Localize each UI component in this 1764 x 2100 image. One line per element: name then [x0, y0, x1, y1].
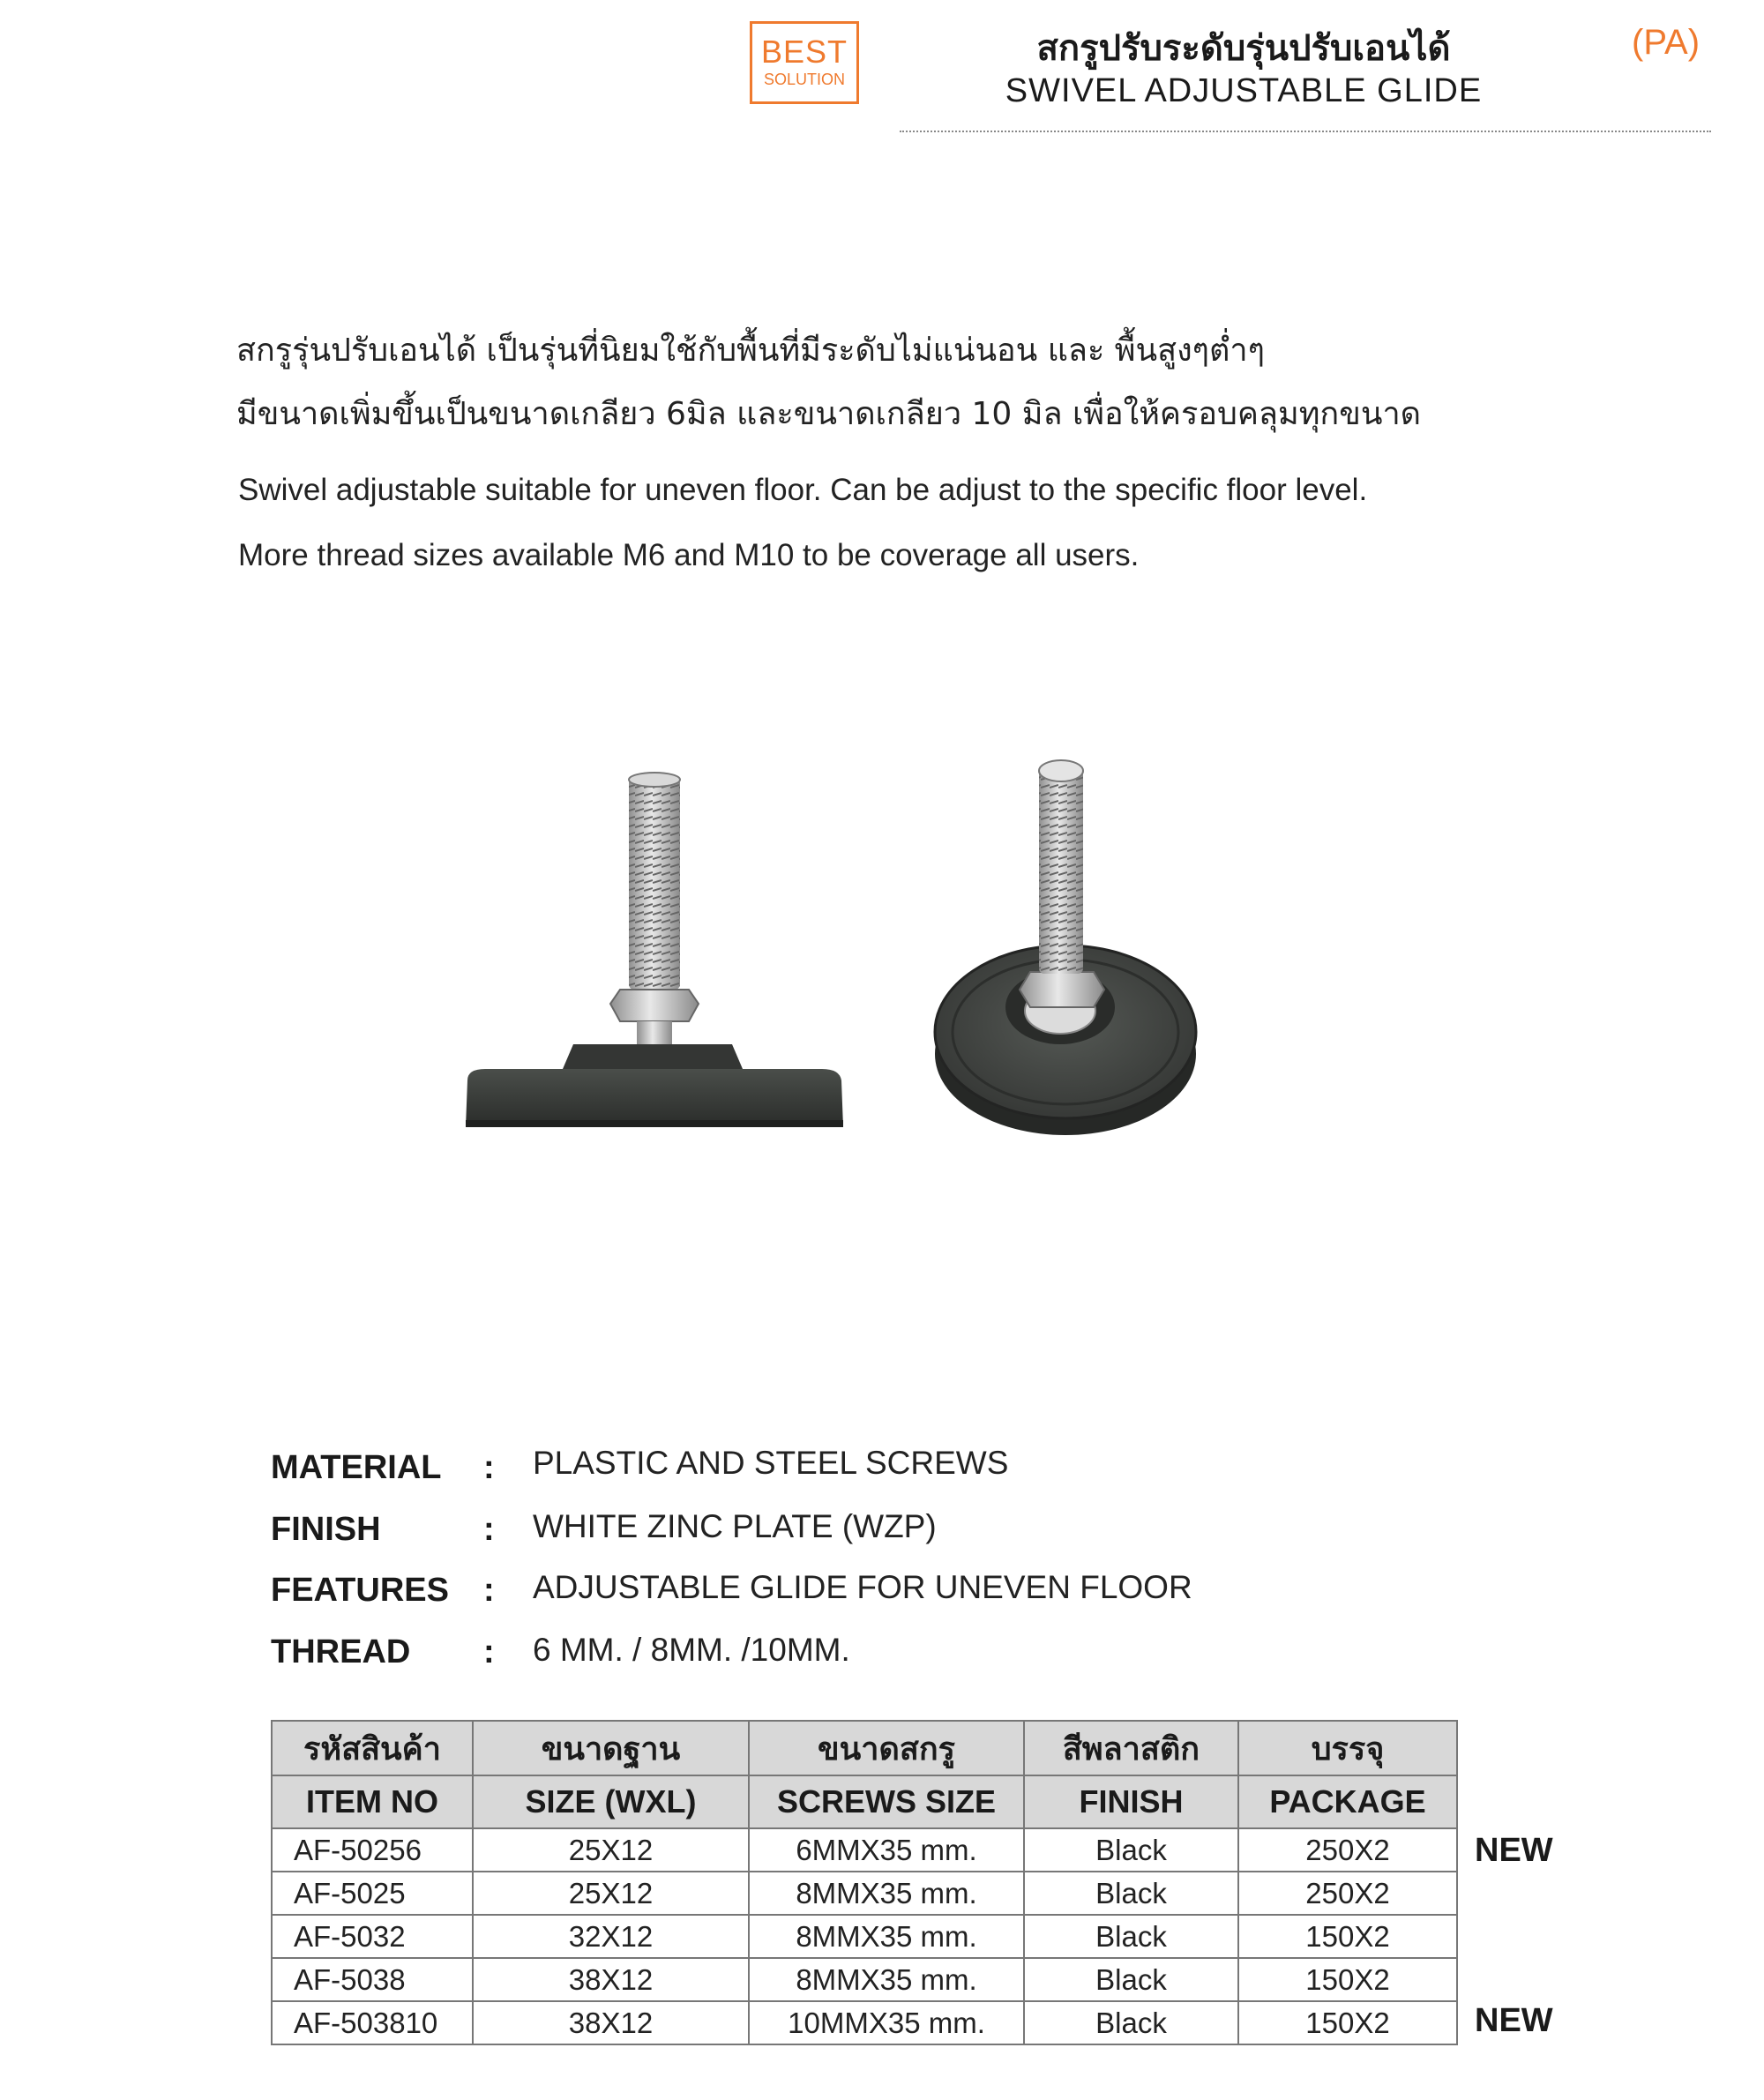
column-header-item-no: ITEM NO: [272, 1775, 473, 1828]
description-english-line-2: More thread sizes available M6 and M10 to be coverage all users.: [238, 538, 1140, 572]
cell-size: 38X12: [473, 2001, 749, 2044]
column-header-package-thai: บรรจุ: [1238, 1721, 1457, 1775]
brand-logo: [750, 21, 859, 104]
cell-size: 32X12: [473, 1915, 749, 1958]
spec-value-finish: WHITE ZINC PLATE (WZP): [533, 1508, 937, 1544]
spec-label-thread: THREAD: [271, 1633, 411, 1670]
new-badge: NEW: [1475, 1832, 1553, 1869]
column-header-size: SIZE (WXL): [473, 1775, 749, 1828]
cell-screw-size: 8MMX35 mm.: [749, 1872, 1024, 1915]
spec-value-features: ADJUSTABLE GLIDE FOR UNEVEN FLOOR: [533, 1569, 1192, 1605]
glide-side-view: [466, 773, 843, 1127]
cell-size: 25X12: [473, 1828, 749, 1872]
table-header-row-thai: [272, 1721, 1457, 1775]
cell-screw-size: 10MMX35 mm.: [749, 2001, 1024, 2044]
spec-label-material: MATERIAL: [271, 1449, 442, 1486]
cell-finish: Black: [1024, 1958, 1238, 2001]
cell-size: 38X12: [473, 1958, 749, 2001]
cell-screw-size: 8MMX35 mm.: [749, 1958, 1024, 2001]
header-divider: [900, 131, 1711, 132]
spec-value-material: PLASTIC AND STEEL SCREWS: [533, 1445, 1009, 1481]
spec-value-thread: 6 MM. / 8MM. /10MM.: [533, 1632, 850, 1668]
column-header-finish-thai: สีพลาสติก: [1024, 1721, 1238, 1775]
column-header-finish: FINISH: [1024, 1775, 1238, 1828]
column-header-screw-size: SCREWS SIZE: [749, 1775, 1024, 1828]
spec-colon: :: [483, 1511, 495, 1548]
description-english-line-1: Swivel adjustable suitable for uneven floor. Can be adjust to the specific floor level.: [238, 473, 1368, 507]
cell-screw-size: 6MMX35 mm.: [749, 1828, 1024, 1872]
product-code: (PA): [1632, 23, 1700, 62]
page-title-english: SWIVEL ADJUSTABLE GLIDE: [1005, 72, 1483, 109]
column-header-item-no-thai: รหัสสินค้า: [272, 1721, 473, 1775]
table-row: [272, 1958, 1457, 2001]
cell-package: 250X2: [1238, 1872, 1457, 1915]
table-row: [272, 1872, 1457, 1915]
cell-package: 150X2: [1238, 2001, 1457, 2044]
cell-finish: Black: [1024, 1872, 1238, 1915]
cell-package: 150X2: [1238, 1915, 1457, 1958]
spec-colon: :: [483, 1449, 495, 1486]
cell-item-no: AF-50256: [272, 1828, 473, 1872]
cell-package: 250X2: [1238, 1828, 1457, 1872]
spec-colon: :: [483, 1572, 495, 1609]
spec-label-features: FEATURES: [271, 1572, 449, 1609]
description-thai-line-1: สกรูรุ่นปรับเอนได้ เป็นรุ่นที่นิยมใช้กับพื้นที่มีระดับไม่แน่นอน และ พื้นสูงๆต่ำๆ: [236, 333, 1265, 369]
cell-item-no: AF-503810: [272, 2001, 473, 2044]
cell-item-no: AF-5032: [272, 1915, 473, 1958]
table-row: [272, 2001, 1457, 2044]
cell-item-no: AF-5038: [272, 1958, 473, 2001]
description-thai-line-2: มีขนาดเพิ่มขึ้นเป็นขนาดเกลียว 6มิล และขนาดเกลียว 10 มิล เพื่อให้ครอบคลุมทุกขนาด: [236, 396, 1422, 432]
column-header-screw-size-thai: ขนาดสกรู: [749, 1721, 1024, 1775]
spec-label-finish: FINISH: [271, 1511, 381, 1548]
logo-text-solution: SOLUTION: [763, 71, 845, 88]
cell-finish: Black: [1024, 1828, 1238, 1872]
cell-size: 25X12: [473, 1872, 749, 1915]
product-photo: [441, 741, 1367, 1199]
spec-colon: :: [483, 1633, 495, 1670]
new-badge: NEW: [1475, 2002, 1553, 2039]
cell-screw-size: 8MMX35 mm.: [749, 1915, 1024, 1958]
table-row: [272, 1915, 1457, 1958]
page-title-thai: สกรูปรับระดับรุ่นปรับเอนได้: [1036, 28, 1451, 69]
product-table: [271, 1720, 1458, 2045]
cell-finish: Black: [1024, 1915, 1238, 1958]
column-header-package: PACKAGE: [1238, 1775, 1457, 1828]
cell-item-no: AF-5025: [272, 1872, 473, 1915]
table-header-row-english: [272, 1775, 1457, 1828]
glide-angled-view: [935, 760, 1196, 1135]
column-header-size-thai: ขนาดฐาน: [473, 1721, 749, 1775]
cell-finish: Black: [1024, 2001, 1238, 2044]
logo-text-best: BEST: [760, 34, 848, 70]
table-row: [272, 1828, 1457, 1872]
cell-package: 150X2: [1238, 1958, 1457, 2001]
